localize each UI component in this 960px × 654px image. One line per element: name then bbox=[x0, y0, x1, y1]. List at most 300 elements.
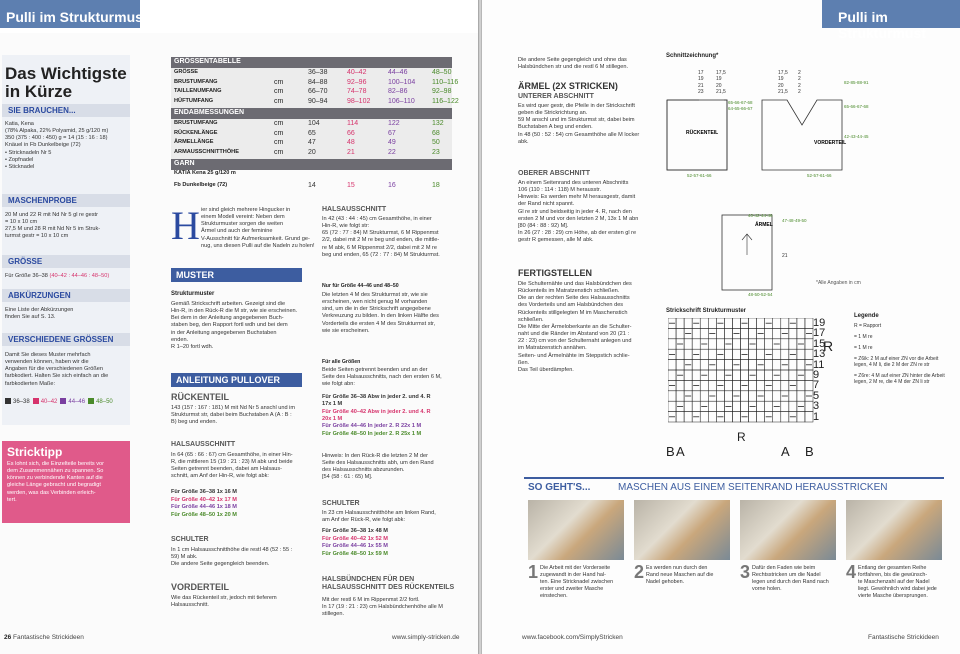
chart-letter: A bbox=[781, 444, 790, 459]
chart-cell bbox=[757, 349, 765, 359]
chart-cell bbox=[732, 318, 740, 328]
table-cell: 44–46 bbox=[388, 69, 408, 76]
table-cell: 67 bbox=[388, 129, 396, 137]
all-sizes-heading: Für alle Größen bbox=[322, 359, 361, 365]
table-cell: 50 bbox=[432, 139, 440, 146]
legend-item: = 1 M re bbox=[854, 334, 873, 340]
chart-cell bbox=[797, 328, 805, 338]
table-cell: 82–86 bbox=[388, 88, 408, 95]
dim-label: 17,5 19 20 21,5 bbox=[778, 70, 788, 95]
chart-cell bbox=[805, 318, 813, 328]
dim-label: 40-42-44-46 bbox=[748, 213, 773, 218]
size-instruction: Für Größe 36–38 Abw in jeder 2. und 4. R 17x 1 M bbox=[322, 394, 431, 408]
magazine-name: Fantastische Strickideen bbox=[13, 634, 84, 641]
table-row-label: RÜCKENLÄNGE bbox=[174, 129, 218, 136]
table-row-label: BRUSTUMFANG bbox=[174, 120, 218, 126]
schematic-title: Schnittzeichnung* bbox=[666, 53, 719, 59]
dim-label: 2 2 2 2 bbox=[798, 70, 801, 95]
size-key-label: 48–50 bbox=[96, 398, 113, 405]
table-heading: GARN bbox=[171, 159, 452, 170]
chart-cell bbox=[684, 339, 692, 349]
step-photo bbox=[846, 500, 942, 560]
chart-cell bbox=[716, 328, 724, 338]
chart-cell bbox=[708, 339, 716, 349]
chart-cell bbox=[732, 401, 740, 411]
table-cell: 106–110 bbox=[388, 97, 415, 105]
dim-label: 65-66-67-68 64-65-66-67 bbox=[728, 100, 753, 111]
front-neck-text: In 42 (43 : 44 : 45) cm Gesamthöhe, in einer Hin-R, wie folgt str: 65 (72 : 77 : 84) M Strukturmst, 6 M Rippenmst 2/2, dabei mit 2 M re beg und enden, die mittle- re M abk, 6 M Rippenmst 2/2, dabei mit 2 M re beg und enden, 65 (72 : 77 : 84) M Strukturmst. bbox=[322, 216, 440, 258]
chart-cell bbox=[789, 328, 797, 338]
left-page bbox=[0, 0, 478, 654]
chart-cell bbox=[781, 370, 789, 380]
chart-cell bbox=[773, 380, 781, 390]
table-cell: 100–104 bbox=[388, 78, 416, 86]
chart-cell bbox=[692, 328, 700, 338]
page-header: Pulli im Strukturmust bbox=[838, 9, 926, 41]
chart-cell bbox=[781, 318, 789, 328]
page-number: 26 bbox=[4, 634, 12, 641]
chart-cell bbox=[724, 380, 732, 390]
chart-cell bbox=[805, 412, 813, 422]
table-row-label: BRUSTUMFANG bbox=[174, 78, 218, 85]
size-key-label: 44–46 bbox=[68, 398, 86, 405]
chart-cell bbox=[805, 401, 813, 411]
chart-cell bbox=[797, 391, 805, 401]
chart-cell bbox=[773, 412, 781, 422]
chart-cell bbox=[724, 391, 732, 401]
chart-letter: R bbox=[823, 338, 834, 354]
size-instruction: Für Größe 48–50 1x 59 M bbox=[322, 550, 388, 557]
table-row-label: Fb Dunkelbeige (72) bbox=[174, 181, 228, 188]
table-cell: 49 bbox=[388, 139, 396, 146]
section-subheading: HALSAUSSCHNITT bbox=[171, 441, 236, 448]
chart-cell bbox=[789, 391, 797, 401]
chart-cell bbox=[797, 412, 805, 422]
step-number: 1 bbox=[528, 562, 539, 582]
chart-cell bbox=[765, 370, 773, 380]
chart-cell bbox=[668, 401, 676, 411]
table-cell: 104 bbox=[308, 120, 320, 127]
section-subheading: FERTIGSTELLEN bbox=[518, 268, 592, 278]
chart-cell bbox=[757, 380, 765, 390]
chart-cell bbox=[692, 360, 700, 370]
stricktipp-title: Stricktipp bbox=[7, 445, 63, 459]
chart-cell bbox=[797, 349, 805, 359]
sleeve-lower-text: Es wird quer gestr, die Pfeile in der Strickschrift geben die Strickrichtung an. 59 M anschl und im Strukturmst str, dabei beim Buchstaben A beg und enden. In 48 (50 : 52 : 54) cm Gesamthöhe alle M locker abk. bbox=[518, 103, 640, 145]
size-range-text: (40–42 : 44–46 : 48–50) bbox=[49, 273, 110, 279]
section-subheading: OBERER ABSCHNITT bbox=[518, 170, 591, 177]
chart-cell bbox=[716, 339, 724, 349]
chart-cell bbox=[684, 412, 692, 422]
size-swatch bbox=[5, 398, 11, 404]
size-instruction: Für Größe 44–46 In jeder 2. R 22x 1 M bbox=[322, 423, 422, 430]
back-text: 143 (157 : 167 : 181) M mit Nd Nr 5 anschl und im Strukturmst str, dabei beim Buchstaben A (A : B : B) beg und enden. bbox=[171, 405, 296, 426]
chart-cell bbox=[749, 412, 757, 422]
chart-letter: A bbox=[676, 444, 685, 459]
section-subheading: Strukturmuster bbox=[171, 291, 215, 297]
chart-cell bbox=[668, 328, 676, 338]
chart-cell bbox=[765, 360, 773, 370]
chart-cell bbox=[684, 370, 692, 380]
chart-cell bbox=[692, 401, 700, 411]
chart-cell bbox=[749, 318, 757, 328]
step-photo bbox=[634, 500, 730, 560]
neckband-text: Mit der restl 6 M im Rippenmst 2/2 fortl. In 17 (19 : 21 : 23) cm Halsbündchenhöhe alle M stillegen. bbox=[322, 597, 443, 618]
chart-cell bbox=[781, 401, 789, 411]
howto-title: SO GEHT'S... bbox=[528, 482, 591, 493]
chart-cell bbox=[757, 401, 765, 411]
chart-cell bbox=[668, 360, 676, 370]
table-cell: cm bbox=[274, 129, 284, 137]
size-swatch bbox=[33, 398, 39, 404]
table-heading: GRÖSSENTABELLE bbox=[171, 57, 452, 68]
step-number: 3 bbox=[740, 562, 751, 582]
chart-cell bbox=[773, 328, 781, 338]
chart-cell bbox=[668, 339, 676, 349]
chart-cell bbox=[741, 360, 749, 370]
section-bar: ANLEITUNG PULLOVER bbox=[171, 373, 302, 387]
section-subheading: UNTERER ABSCHNITT bbox=[518, 93, 594, 100]
all-sizes-text: Beide Seiten getrennt beenden und an der Seite des Halsausschnitts, nach den ersten 6 M, wie folgt abn: bbox=[322, 367, 442, 388]
chart-cell bbox=[692, 391, 700, 401]
step-caption: Dafür den Faden wie beim Rechtsstricken um die Nadel legen und durch den Rand nach vorne holen. bbox=[752, 565, 829, 593]
chart-cell bbox=[708, 349, 716, 359]
size-instruction: Für Größe 44–46 1x 18 M bbox=[171, 504, 237, 510]
chart-cell bbox=[749, 360, 757, 370]
chart-cell bbox=[668, 370, 676, 380]
chart-cell bbox=[716, 360, 724, 370]
chart-cell bbox=[805, 380, 813, 390]
chart-cell bbox=[732, 370, 740, 380]
chart-cell bbox=[805, 349, 813, 359]
chart-cell bbox=[757, 412, 765, 422]
chart-cell bbox=[741, 391, 749, 401]
step-number: 2 bbox=[634, 562, 645, 582]
chart-cell bbox=[773, 360, 781, 370]
size-swatch bbox=[88, 398, 94, 404]
chart-cell bbox=[789, 360, 797, 370]
section-heading: GRÖSSE bbox=[2, 255, 130, 268]
table-cell: 18 bbox=[432, 181, 440, 189]
sleeve-upper-text: An einem Seitenrand des unteren Abschnitts 106 (110 : 114 : 118) M herausstr. Hinweis: Es werden mehr M herausgestr, damit der Rand nicht spannt. Gl re str und beidseitig in jeder 4. R, nach den ersten 2 M und vor den letzten 2 M, 13x 1 M abn [80 (84 : 88 : 92) M]. In 26 (27 : 28 : 29) cm Höhe, ab der ersten gl re gestr R gemessen, alle M abk. bbox=[518, 180, 639, 244]
dim-label: 42-43-44-45 bbox=[844, 134, 869, 139]
size-instruction: Für Größe 40–42 1x 17 M bbox=[171, 496, 237, 503]
table-cell: 21 bbox=[347, 148, 355, 156]
table-cell: 40–42 bbox=[347, 69, 367, 76]
size-instruction: Für Größe 48–50 1x 20 M bbox=[171, 511, 237, 518]
chart-cell bbox=[724, 412, 732, 422]
gauge-text: 20 M und 22 R mit Nd Nr 5 gl re gestr = 10 x 10 cm 27,5 M und 28 R mit Nd Nr 5 im Struk- turmst gestr = 10 x 10 cm bbox=[5, 212, 101, 240]
section-subheading: ÄRMEL (2X STRICKEN) bbox=[518, 81, 618, 91]
dim-label: 21 bbox=[782, 253, 788, 259]
dim-label: 52-57-61-66 bbox=[687, 173, 712, 178]
table-cell: 22 bbox=[388, 148, 396, 156]
table-cell: cm bbox=[274, 139, 284, 146]
chart-letter: B bbox=[666, 444, 675, 459]
chart-cell bbox=[708, 380, 716, 390]
chart-cell bbox=[797, 380, 805, 390]
chart-cell bbox=[716, 370, 724, 380]
size-key-label: 36–38 bbox=[13, 398, 30, 405]
table-cell: 92–96 bbox=[347, 78, 367, 86]
chart-cell bbox=[732, 412, 740, 422]
chart-cell bbox=[676, 412, 684, 422]
dim-label: 17,5 19 20 21,5 bbox=[716, 70, 726, 95]
chart-cell bbox=[724, 318, 732, 328]
chart-cell bbox=[805, 370, 813, 380]
table-cell: 14 bbox=[308, 181, 316, 189]
table-cell: 84–88 bbox=[308, 78, 328, 86]
chart-cell bbox=[708, 412, 716, 422]
size-swatch bbox=[60, 398, 66, 404]
section-heading: VERSCHIEDENE GRÖSSEN bbox=[2, 333, 130, 346]
table-row-label: ARMAUSSCHNITTHÖHE bbox=[174, 148, 239, 155]
section-subheading: SCHULTER bbox=[171, 536, 209, 543]
chart-cell bbox=[789, 401, 797, 411]
chart-cell bbox=[797, 318, 805, 328]
chart-cell bbox=[757, 370, 765, 380]
dim-label: 48-50-52-54 bbox=[748, 292, 773, 297]
shoulder-text: In 1 cm Halsausschnitthöhe die restl 48 (52 : 55 : 59) M abk. Die andere Seite gegengleich beenden. bbox=[171, 547, 293, 568]
chart-cell bbox=[757, 339, 765, 349]
chart-cell bbox=[676, 380, 684, 390]
section-subheading: RÜCKENTEIL bbox=[171, 392, 229, 402]
table-cell: 68 bbox=[432, 129, 440, 137]
intro-text: ier sind gleich mehrere Hingucker in einem Modell vereint: Neben dem Strukturmuster sorgen die weiten Ärmel und auch der feminine V-Ausschnitt für Aufmerksamkeit. Grund ge- nug, uns diesen Pulli auf die Nadeln zu holen! bbox=[201, 207, 315, 249]
chart-cell bbox=[732, 380, 740, 390]
front-piece-label: VORDERTEIL bbox=[814, 140, 847, 146]
chart-cell bbox=[749, 391, 757, 401]
chart-cell bbox=[741, 328, 749, 338]
chart-cell bbox=[765, 391, 773, 401]
size-instruction: Für Größe 44–46 1x 55 M bbox=[322, 543, 388, 549]
size-instruction: Für Größe 48–50 In jeder 2. R 25x 1 M bbox=[322, 430, 422, 437]
schematic-note: *Alle Angaben in cm bbox=[816, 280, 861, 286]
size-instruction: Für Größe 36–38 1x 16 M bbox=[171, 489, 237, 495]
chart-cell bbox=[668, 391, 676, 401]
size-instruction: Für Größe 36–38 1x 48 M bbox=[322, 528, 388, 534]
stitch-chart bbox=[668, 318, 814, 430]
dim-label: 47-48-49-50 bbox=[782, 218, 807, 223]
chart-cell bbox=[676, 391, 684, 401]
table-cell: cm bbox=[274, 78, 284, 86]
chart-cell bbox=[676, 360, 684, 370]
chart-cell bbox=[741, 401, 749, 411]
size-color-key bbox=[5, 398, 116, 406]
sizes-text: Damit Sie dieses Muster mehrfach verwenden können, haben wir die Angaben für die verschiedenen Größen farbkodiert. Halten Sie sich einfach an die farbkodierten Maße: bbox=[5, 352, 109, 387]
drop-cap: H bbox=[171, 203, 200, 248]
finishing-text: Die Schulternähte und das Halsbündchen des Rückenteils im Matratzenstich schließen. Die an der rechten Seite des Halsausschnitts des Vorderteils und am Halsbündchen des Rückenteils stillgelegten M im Maschenstich schließen. Die Mitte der Ärmeloberkante an die Schulter- naht und die Ränder im Abstand von 20 (21 : 22 : 23) cm von der Schulternaht anlegen und im Matratzenstich annähen. Seiten- und Ärmelnähte im Steppstich schlie- ßen. Das Teil überdämpfen. bbox=[518, 281, 632, 373]
size-instruction: Für Größe 40–42 Abw in jeder 2. und 4. R 20x 1 M bbox=[322, 408, 431, 422]
magazine-name: Fantastische Strickideen bbox=[868, 634, 939, 641]
step-caption: Es werden nun durch den Rand neue Maschen auf die Nadel gehoben. bbox=[646, 565, 714, 586]
table-cell: 132 bbox=[432, 120, 444, 127]
chart-cell bbox=[781, 339, 789, 349]
materials-text: Katia, Kena (78% Alpaka, 22% Polyamid, 25 g/120 m) 350 (375 : 400 : 450) g = 14 (15 : 16 : 18) Knäuel in Fb Dunkelbeige (72) • Stricknadeln Nr 5 • Zopfnadel • Sticknadel bbox=[5, 121, 109, 170]
legend-item: = Z6ik: 2 M auf einer ZN vor die Arbeit legen, 4 M li, die 2 M der ZN re str bbox=[854, 356, 939, 369]
chart-cell bbox=[765, 339, 773, 349]
page-header: Pulli im Strukturmuster bbox=[6, 9, 161, 25]
table-cell: cm bbox=[274, 97, 284, 105]
chart-cell bbox=[724, 349, 732, 359]
step-photo bbox=[528, 500, 624, 560]
chart-cell bbox=[716, 391, 724, 401]
schematic-drawing bbox=[662, 60, 952, 300]
chart-cell bbox=[789, 339, 797, 349]
chart-cell bbox=[749, 349, 757, 359]
other-side-text: Die andere Seite gegengleich und ohne das Halsbündchen str und die restl 6 M stillegen. bbox=[518, 57, 629, 71]
chart-cell bbox=[716, 401, 724, 411]
chart-row-numbers: 19 17 15 13 11 9 7 5 3 1 bbox=[813, 317, 826, 423]
step-caption: Entlang der gesamten Reihe fortfahren, bis die gewünsch- te Maschenzahl auf der Nadel liegt. Gewöhnlich wird dabei jede vierte Masche übersprungen. bbox=[858, 565, 937, 600]
chart-cell bbox=[724, 360, 732, 370]
table-cell: 114 bbox=[347, 120, 359, 127]
chart-cell bbox=[684, 318, 692, 328]
chart-cell bbox=[692, 339, 700, 349]
chart-cell bbox=[741, 339, 749, 349]
section-heading: SIE BRAUCHEN... bbox=[2, 104, 130, 117]
table-row-label: TAILLENUMFANG bbox=[174, 88, 222, 94]
chart-cell bbox=[700, 391, 708, 401]
table-cell: 66–70 bbox=[308, 88, 328, 95]
dim-label: 82-85-88-91 bbox=[844, 80, 869, 85]
table-row-label: ÄRMELLÄNGE bbox=[174, 139, 214, 145]
footer-url[interactable]: www.facebook.com/SimplyStricken bbox=[522, 634, 623, 641]
section-heading: MASCHENPROBE bbox=[2, 194, 130, 207]
dim-label: 17 19 21 23 bbox=[698, 70, 704, 95]
chart-cell bbox=[700, 349, 708, 359]
chart-cell bbox=[732, 339, 740, 349]
shoulder2-text: In 23 cm Halsausschnitthöhe am linken Rand, am Anf der Rück-R, wie folgt abk: bbox=[322, 510, 436, 524]
chart-cell bbox=[684, 380, 692, 390]
table-cell: 90–94 bbox=[308, 97, 328, 105]
step-caption: Die Arbeit mit der Vorderseite zugewandt in der Hand hal- ten. Eine Stricknadel zwischen erster und zweiter Masche einstechen. bbox=[540, 565, 614, 600]
section-bar: MUSTER bbox=[171, 268, 302, 282]
table-cell: 66 bbox=[347, 129, 355, 137]
table-cell: 98–102 bbox=[347, 97, 371, 105]
legend-item: = Z6re: 4 M auf einer ZN hinter die Arbeit legen, 2 M re, die 4 M der ZN li str bbox=[854, 373, 945, 386]
chart-cell bbox=[773, 318, 781, 328]
chart-cell bbox=[781, 349, 789, 359]
section-subheading: HALSBÜNDCHEN FÜR DEN HALSAUSSCHNITT DES RÜCKENTEILS bbox=[322, 576, 455, 592]
table-row-label: GRÖSSE bbox=[174, 69, 198, 75]
section-subheading: HALSAUSSCHNITT bbox=[322, 206, 387, 213]
front-text: Wie das Rückenteil str, jedoch mit tieferem Halsausschnitt. bbox=[171, 595, 277, 609]
table-heading: ENDABMESSUNGEN bbox=[171, 108, 452, 119]
chart-cell bbox=[724, 328, 732, 338]
chart-cell bbox=[700, 328, 708, 338]
step-photo bbox=[740, 500, 836, 560]
hint-text: Hinweis: In den Rück-R die letzten 2 M der Seite des Halsausschnitts abh, um den Rand des Halsausschnitts abzurunden. [54 (58 : 61 : 65) M]. bbox=[322, 453, 434, 481]
chart-cell bbox=[781, 380, 789, 390]
section-subheading: SCHULTER bbox=[322, 500, 360, 507]
size-text: Für Größe 36–38 bbox=[5, 273, 50, 279]
chart-cell bbox=[789, 370, 797, 380]
table-cell: 20 bbox=[308, 148, 316, 156]
table-cell: 23 bbox=[432, 148, 440, 156]
chart-cell bbox=[797, 360, 805, 370]
chart-letter: R bbox=[737, 430, 746, 444]
chart-cell bbox=[732, 349, 740, 359]
chart-cell bbox=[692, 370, 700, 380]
chart-letter: B bbox=[805, 444, 814, 459]
chart-cell bbox=[749, 328, 757, 338]
howto-subtitle: MASCHEN AUS EINEM SEITENRAND HERAUSSTRICKEN bbox=[618, 482, 888, 493]
table-cell: 48 bbox=[347, 139, 355, 146]
chart-cell bbox=[684, 349, 692, 359]
table-cell: 47 bbox=[308, 139, 316, 146]
size-key-label: 40–42 bbox=[40, 398, 58, 405]
chart-cell bbox=[700, 360, 708, 370]
table-cell: 116–122 bbox=[432, 97, 459, 105]
legend-item: R = Rapport bbox=[854, 323, 882, 329]
chart-cell bbox=[765, 401, 773, 411]
step-number: 4 bbox=[846, 562, 857, 582]
footer-url[interactable]: www.simply-stricken.de bbox=[392, 634, 460, 641]
table-cell: 36–38 bbox=[308, 69, 328, 76]
chart-cell bbox=[700, 318, 708, 328]
chart-cell bbox=[805, 339, 813, 349]
dim-label: 52-57-61-66 bbox=[807, 173, 832, 178]
pattern-text: Gemäß Strickschrift arbeiten. Gezeigt sind die Hin-R, in den Rück-R die M str, wie sie erscheinen. Bei dem in der Anleitung angegebenen Buch- staben beg, den Rapport fortl wdh und bei dem in der Anleitung angegebenen Buchstaben enden. R 1–20 fortl wdh. bbox=[171, 301, 298, 350]
chart-cell bbox=[773, 349, 781, 359]
table-cell: 15 bbox=[347, 181, 355, 189]
chart-cell bbox=[749, 380, 757, 390]
table-cell: 122 bbox=[388, 120, 400, 127]
table-cell: 48–50 bbox=[432, 69, 452, 76]
legend-item: = 1 M re bbox=[854, 345, 873, 351]
section-heading: ABKÜRZUNGEN bbox=[2, 289, 130, 302]
chart-cell bbox=[708, 318, 716, 328]
chart-cell bbox=[700, 412, 708, 422]
right-page bbox=[482, 0, 960, 654]
table-cell: 92–98 bbox=[432, 88, 452, 95]
table-cell: cm bbox=[274, 120, 284, 127]
chart-cell bbox=[676, 328, 684, 338]
chart-cell bbox=[757, 318, 765, 328]
legend-title: Legende bbox=[854, 313, 879, 319]
sleeve-label: ÄRMEL bbox=[755, 222, 773, 228]
table-cell: 65 bbox=[308, 129, 316, 137]
table-cell: 16 bbox=[388, 181, 396, 189]
chart-cell bbox=[708, 370, 716, 380]
section-subheading: VORDERTEIL bbox=[171, 582, 230, 592]
chart-cell bbox=[741, 370, 749, 380]
chart-cell bbox=[781, 412, 789, 422]
table-row-label: HÜFTUMFANG bbox=[174, 97, 214, 104]
size-note-heading: Nur für Größe 44–46 und 48–50 bbox=[322, 283, 399, 289]
table-cell: 74–78 bbox=[347, 88, 367, 95]
dim-label: 65-66-67-68 bbox=[844, 104, 869, 109]
size-note-text: Die letzten 4 M des Strukturmst str, wie sie erscheinen, wen nicht genug M vorhanden sind, um die in der Strickschrift angegebene Verkreuzung zu bilden. In den linken Hälfte des Vorderteils die ersten 4 M des Strukturmst str, wie sie erscheinen. bbox=[322, 292, 439, 334]
stitch-chart-title: Strickschrift Strukturmuster bbox=[666, 308, 747, 314]
chart-cell bbox=[773, 391, 781, 401]
size-instruction: Für Größe 40–42 1x 52 M bbox=[322, 535, 388, 542]
table-cell: 110–116 bbox=[432, 78, 459, 86]
stricktipp-text: Es lohnt sich, die Einzelteile bereits vor dem Zusammennähen zu spannen. So können zu verbindende Kanten auf die gleiche Länge gebracht und begradigt werden, was das Verbinden erleich- tert. bbox=[7, 461, 105, 503]
table-row-label: KATIA Kena 25 g/120 m bbox=[174, 170, 236, 176]
abbrev-text: Eine Liste der Abkürzungen finden Sie auf S. 13. bbox=[5, 307, 74, 321]
page-title: Das Wichtigste in Kürze bbox=[5, 64, 127, 101]
chart-cell bbox=[700, 380, 708, 390]
back-piece-label: RÜCKENTEIL bbox=[686, 130, 719, 136]
chart-cell bbox=[765, 328, 773, 338]
chart-cell bbox=[676, 318, 684, 328]
chart-cell bbox=[708, 401, 716, 411]
chart-cell bbox=[684, 401, 692, 411]
table-cell: cm bbox=[274, 148, 284, 156]
neck-text: In 64 (65 : 66 : 67) cm Gesamthöhe, in einer Hin- R, die mittleren 15 (19 : 21 : 23) M abk und beide Seiten getrennt beenden, dabei am Halsaus- schnitt, am Anf der Hin-R, wie folgt abk: bbox=[171, 452, 293, 480]
